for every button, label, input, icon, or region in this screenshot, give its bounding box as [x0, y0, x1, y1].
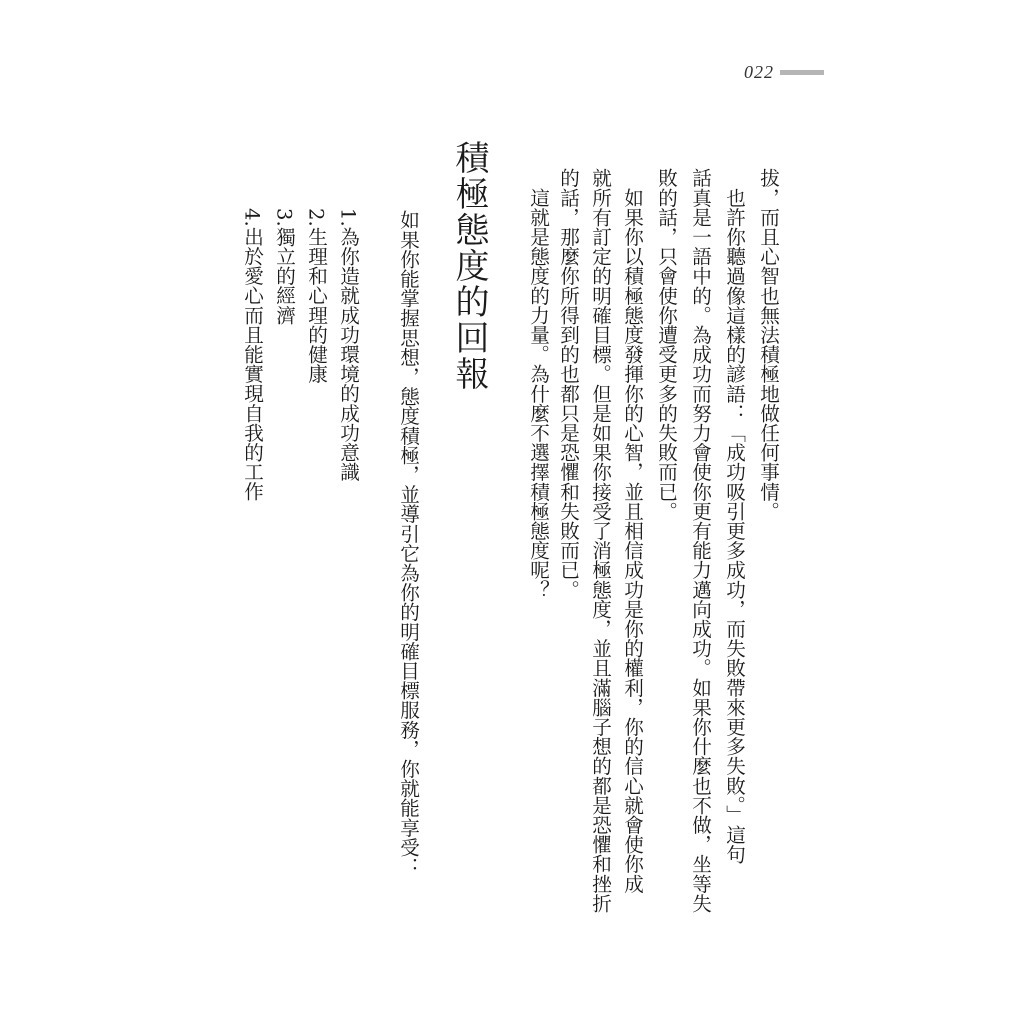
body-column-8: 這就是態度的力量。為什麼不選擇積極態度呢？ [526, 168, 550, 600]
body-column-3: 話真是一語中的。為成功而努力會使你更有能力邁向成功。如果你什麼也不做，坐等失 [688, 168, 712, 913]
page-number: 022 [744, 62, 774, 82]
list-item-1: 1.為你造就成功環境的成功意識 [336, 208, 360, 482]
body-column-5: 如果你以積極態度發揮你的心智，並且相信成功是你的權利，你的信心就會使你成 [620, 168, 644, 894]
section-title: 積極態度的回報 [449, 140, 489, 392]
list-item-2: 2.生理和心理的健康 [304, 208, 328, 384]
body-column-1: 拔，而且心智也無法積極地做任何事情。 [756, 168, 780, 521]
page-number-rule [780, 70, 824, 75]
section-intro: 如果你能掌握思想，態度積極，並導引它為你的明確目標服務，你就能享受： [396, 210, 420, 877]
body-column-2: 也許你聽過像這樣的諺語：「成功吸引更多成功，而失敗帶來更多失敗。」這句 [722, 168, 746, 864]
body-column-4: 敗的話，只會使你遭受更多的失敗而已。 [654, 168, 678, 521]
body-column-6: 就所有訂定的明確目標。但是如果你接受了消極態度，並且滿腦子想的都是恐懼和挫折 [588, 168, 612, 913]
list-item-3: 3.獨立的經濟 [272, 208, 296, 325]
body-column-7: 的話，那麼你所得到的也都只是恐懼和失敗而已。 [556, 168, 580, 600]
list-item-4: 4.出於愛心而且能實現自我的工作 [240, 208, 264, 502]
